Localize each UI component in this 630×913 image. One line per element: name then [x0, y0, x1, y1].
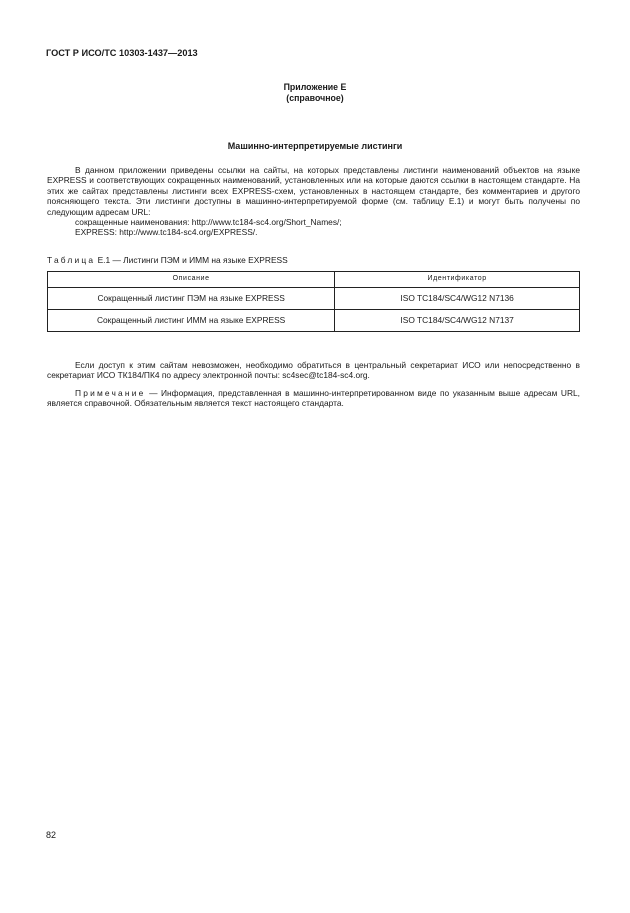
table-header-row: [48, 272, 580, 288]
cell-identifier: ISO TC184/SC4/WG12 N7136: [335, 288, 580, 310]
note-body: — Информация, представленная в машинно-интерпретированном виде по указанным выше адресам URL, является справочной. Обязательным является текст настоящего стандарта.: [47, 388, 581, 409]
table-row: [48, 310, 580, 332]
document-code: ГОСТ Р ИСО/ТС 10303-1437—2013: [46, 48, 198, 58]
note-paragraph: [47, 388, 580, 409]
table-caption-label: Таблица: [47, 255, 96, 265]
annex-title: Приложение Е: [283, 82, 347, 92]
cell-description: Сокращенный листинг ИММ на языке EXPRESS: [48, 310, 335, 332]
intro-text: В данном приложении приведены ссылки на сайты, на которых представлены листинги наименований объектов на языке EXPRESS и соответствующих сокращенных наименований, установленных или на которые даются ссылки в настоящем стандарте. На этих же сайтах представлены листинги всех EXPRESS-схем, установленных в настоящем стандарте, без комментариев и другого поясняющего текста. Эти листинги доступны в машинно-интерпретируемой форме (см. таблицу Е.1) и могут быть получены по следующим адресам URL:: [47, 165, 580, 217]
short-names-url: сокращенные наименования: http://www.tc184-sc4.org/Short_Names/;: [75, 217, 342, 228]
note-label: Примечание: [75, 388, 146, 398]
section-title: Машинно-интерпретируемые листинги: [227, 141, 403, 151]
access-paragraph: [47, 360, 580, 381]
note-text: [47, 388, 580, 409]
header-description: Описание: [48, 272, 335, 288]
page-number: 82: [46, 830, 57, 840]
cell-identifier: ISO TC184/SC4/WG12 N7137: [335, 310, 580, 332]
listings-table: [47, 271, 580, 332]
cell-description: Сокращенный листинг ПЭМ на языке EXPRESS: [48, 288, 335, 310]
access-text: Если доступ к этим сайтам невозможен, необходимо обратиться в центральный секретариат ИСО или непосредственно в секретариат ИСО ТК184/ПК4 по адресу электронной почты: sc4sec@tc184-sc4.org.: [47, 360, 580, 381]
express-url: EXPRESS: http://www.tc184-sc4.org/EXPRESS/.: [75, 227, 258, 238]
annex-subtitle: (справочное): [286, 93, 344, 103]
header-identifier: Идентификатор: [335, 272, 580, 288]
table-caption-text: Е.1 — Листинги ПЭМ и ИММ на языке EXPRESS: [97, 255, 288, 265]
annex-heading: [0, 82, 630, 104]
table-caption: [47, 255, 288, 265]
intro-paragraph: [47, 165, 580, 238]
table-row: [48, 288, 580, 310]
